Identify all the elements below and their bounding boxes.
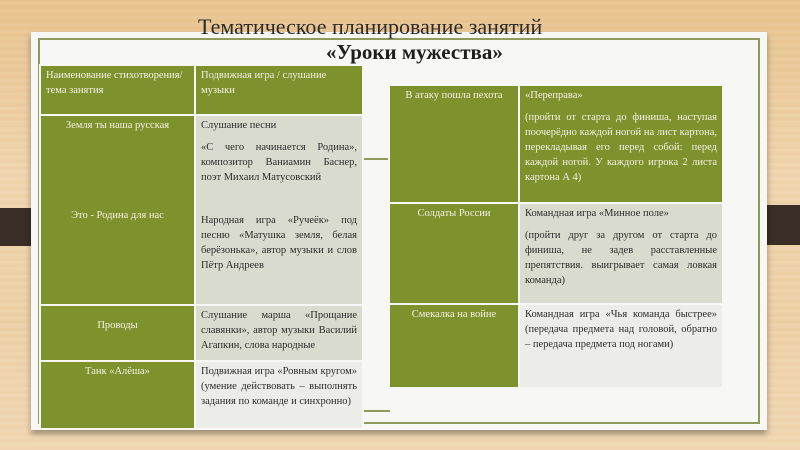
activity-text: Командная игра «Минное поле»	[525, 208, 669, 219]
table-row	[40, 115, 363, 305]
topic-cell: Солдаты России	[389, 203, 519, 304]
activity-cell	[519, 203, 723, 304]
right-table	[388, 84, 724, 389]
activity-text: (пройти от старта до финиша, наступая поочерёдно каждой ногой на лист картона, перекладывая его перед собой: перед каждой ногой. У каждого игрока 2 листа картона А 4)	[525, 112, 717, 183]
table-row	[389, 203, 723, 304]
left-table	[39, 64, 364, 430]
activity-cell: Слушание марша «Прощание славянки», автор музыки Василий Агапкин, слова народные	[195, 305, 363, 361]
topic-cell	[40, 115, 195, 305]
activity-text: (пройти друг за другом от старта до финиша, не задев расставленные препятствия. выигрывает самая ловкая команда)	[525, 230, 717, 286]
activity-text: Слушание песни	[201, 120, 277, 131]
table-header-row	[40, 65, 363, 115]
header-cell-topic: Наименование стихотворения/тема занятия	[40, 65, 195, 115]
connector-line	[360, 158, 390, 160]
header-cell-activity: Подвижная игра / слушание музыки	[195, 65, 363, 115]
activity-text: «С чего начинается Родина», композитор Ваниамин Баснер, поэт Михаил Матусовский	[201, 142, 357, 183]
topic-text: Земля ты наша русская	[65, 120, 170, 131]
topic-cell: Проводы	[40, 305, 195, 361]
activity-cell: Командная игра «Чья команда быстрее» (передача предмета над головой, обратно – передача предмета под ногами)	[519, 304, 723, 388]
table-row	[389, 85, 723, 203]
connector-line	[360, 410, 390, 412]
page-title: Тематическое планирование занятий	[198, 14, 543, 39]
activity-text: «Переправа»	[525, 90, 583, 101]
activity-cell	[195, 115, 363, 305]
topic-text: Это - Родина для нас	[71, 210, 164, 221]
table-row	[40, 305, 363, 361]
topic-cell: В атаку пошла пехота	[389, 85, 519, 203]
activity-text: Народная игра «Ручеёк» под песню «Матушка земля, белая берёзонька», автор музыки и слов Пётр Андреев	[201, 215, 357, 271]
table-row	[389, 304, 723, 388]
page-subtitle: «Уроки мужества»	[326, 40, 503, 64]
activity-cell: Подвижная игра «Ровным кругом» (умение действовать – выполнять задания по команде и синхронно)	[195, 361, 363, 429]
topic-cell: Смекалка на войне	[389, 304, 519, 388]
topic-cell: Танк «Алёша»	[40, 361, 195, 429]
table-row	[40, 361, 363, 429]
activity-cell	[519, 85, 723, 203]
